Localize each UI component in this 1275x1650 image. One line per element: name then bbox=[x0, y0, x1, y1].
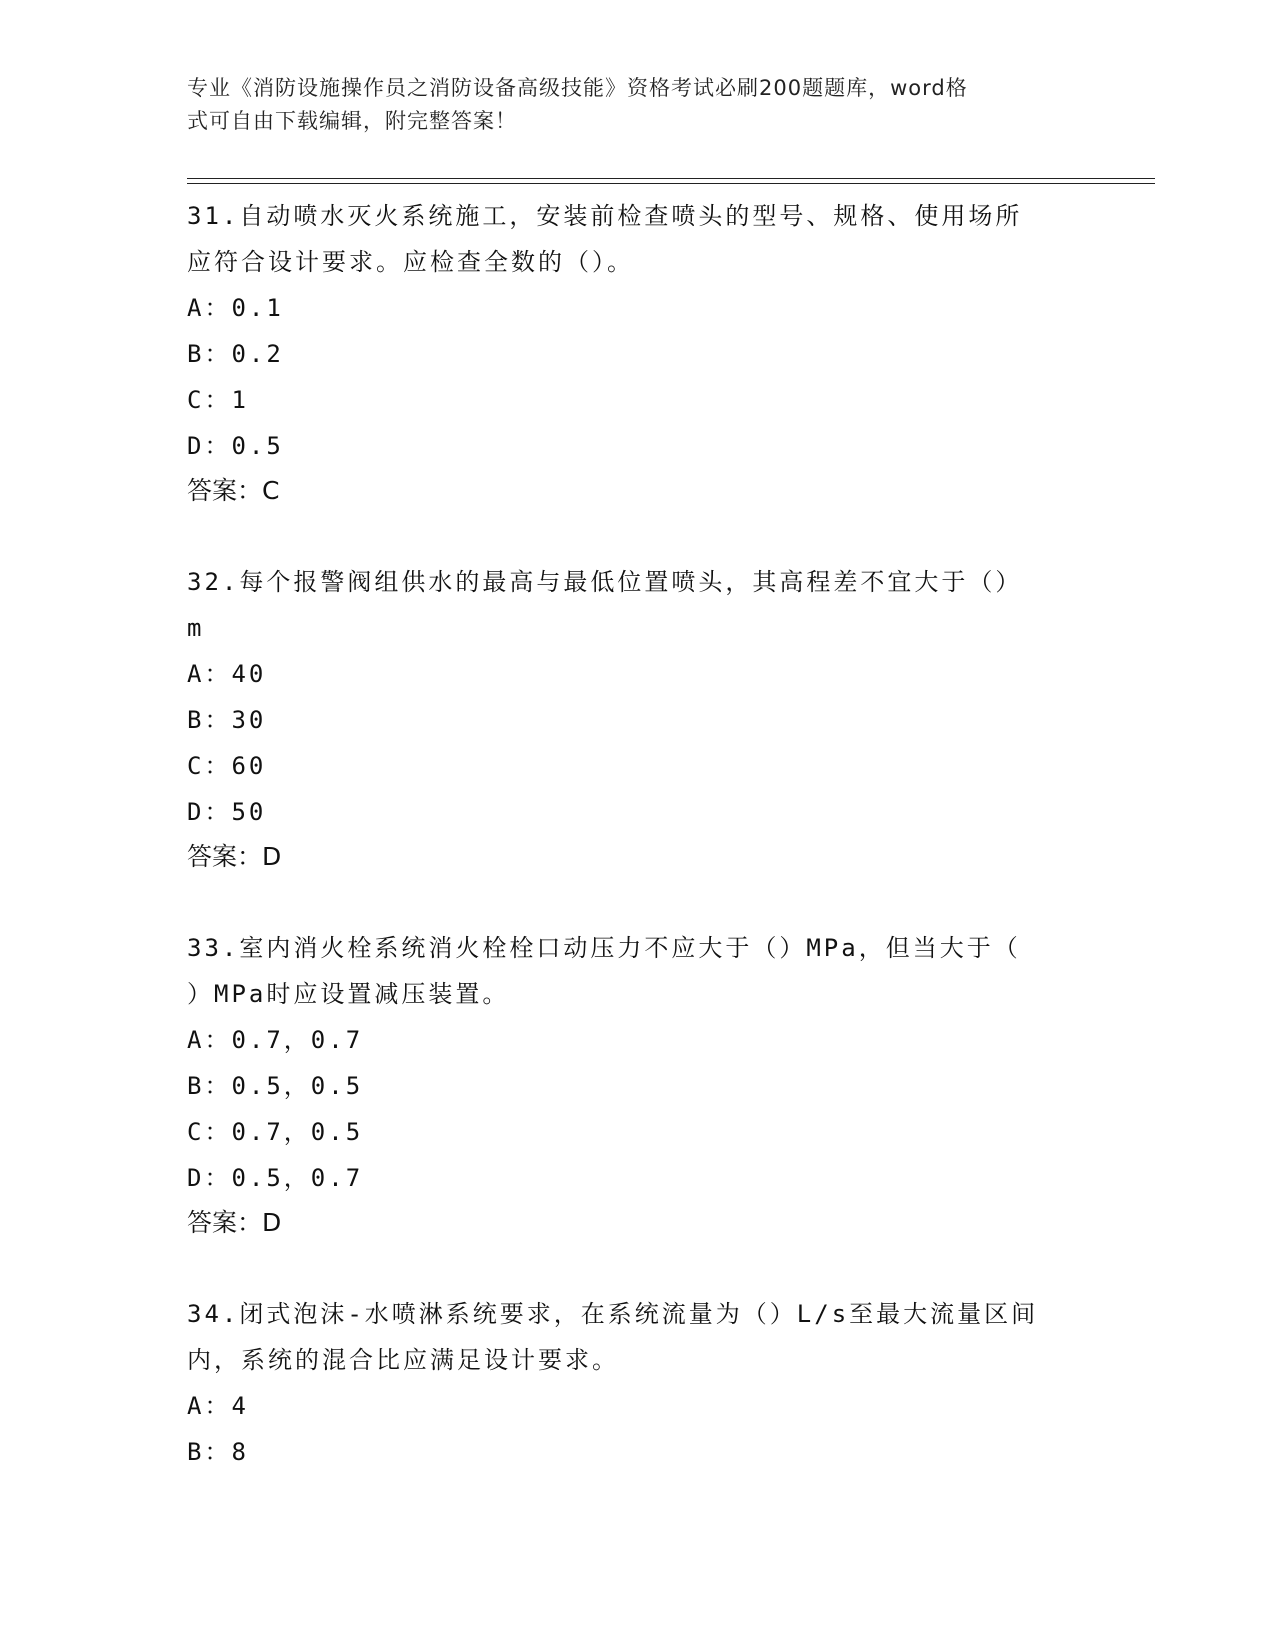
option-b: B：0.2 bbox=[187, 340, 284, 368]
option-a: A：4 bbox=[187, 1392, 249, 1420]
question-stem-line-1: 31.自动喷水灭火系统施工，安装前检查喷头的型号、规格、使用场所 bbox=[187, 202, 1023, 230]
answer-label: 答案：D bbox=[187, 1208, 282, 1237]
question-gap bbox=[187, 879, 1087, 925]
header-rule-bottom bbox=[187, 183, 1155, 184]
question-34 bbox=[187, 1291, 1087, 1475]
option-d: D：0.5，0.7 bbox=[187, 1164, 364, 1192]
header-title-line-2: 式可自由下载编辑，附完整答案！ bbox=[187, 109, 517, 133]
question-32 bbox=[187, 559, 1087, 925]
question-stem-line-2: 应符合设计要求。应检查全数的（）。 bbox=[187, 248, 634, 276]
header-title-line-1: 专业《消防设施操作员之消防设备高级技能》资格考试必刷200题题库，word格 bbox=[187, 76, 968, 100]
question-gap bbox=[187, 513, 1087, 559]
option-c: C：60 bbox=[187, 752, 267, 780]
question-stem-line-1: 33.室内消火栓系统消火栓栓口动压力不应大于（）MPa，但当大于（ bbox=[187, 934, 1021, 962]
question-list bbox=[187, 193, 1087, 1475]
option-b: B：0.5，0.5 bbox=[187, 1072, 364, 1100]
option-d: D：50 bbox=[187, 798, 267, 826]
option-a: A：40 bbox=[187, 660, 267, 688]
option-d: D：0.5 bbox=[187, 432, 284, 460]
answer-label: 答案：D bbox=[187, 842, 282, 871]
question-stem-line-1: 32.每个报警阀组供水的最高与最低位置喷头，其高程差不宜大于（） bbox=[187, 568, 1023, 596]
option-c: C：0.7，0.5 bbox=[187, 1118, 364, 1146]
option-b: B：8 bbox=[187, 1438, 249, 1466]
option-c: C：1 bbox=[187, 386, 249, 414]
option-a: A：0.1 bbox=[187, 294, 284, 322]
question-stem-line-2: 内，系统的混合比应满足设计要求。 bbox=[187, 1346, 619, 1374]
question-stem-line-2: m bbox=[187, 614, 205, 642]
header-rule-top bbox=[187, 178, 1155, 179]
answer-label: 答案：C bbox=[187, 476, 280, 505]
option-a: A：0.7，0.7 bbox=[187, 1026, 364, 1054]
document-header bbox=[187, 72, 1067, 138]
option-b: B：30 bbox=[187, 706, 267, 734]
question-31 bbox=[187, 193, 1087, 559]
question-gap bbox=[187, 1245, 1087, 1291]
question-stem-line-2: ）MPa时应设置减压装置。 bbox=[187, 980, 510, 1008]
question-33 bbox=[187, 925, 1087, 1291]
question-stem-line-1: 34.闭式泡沫-水喷淋系统要求，在系统流量为（）L/s至最大流量区间 bbox=[187, 1300, 1039, 1328]
